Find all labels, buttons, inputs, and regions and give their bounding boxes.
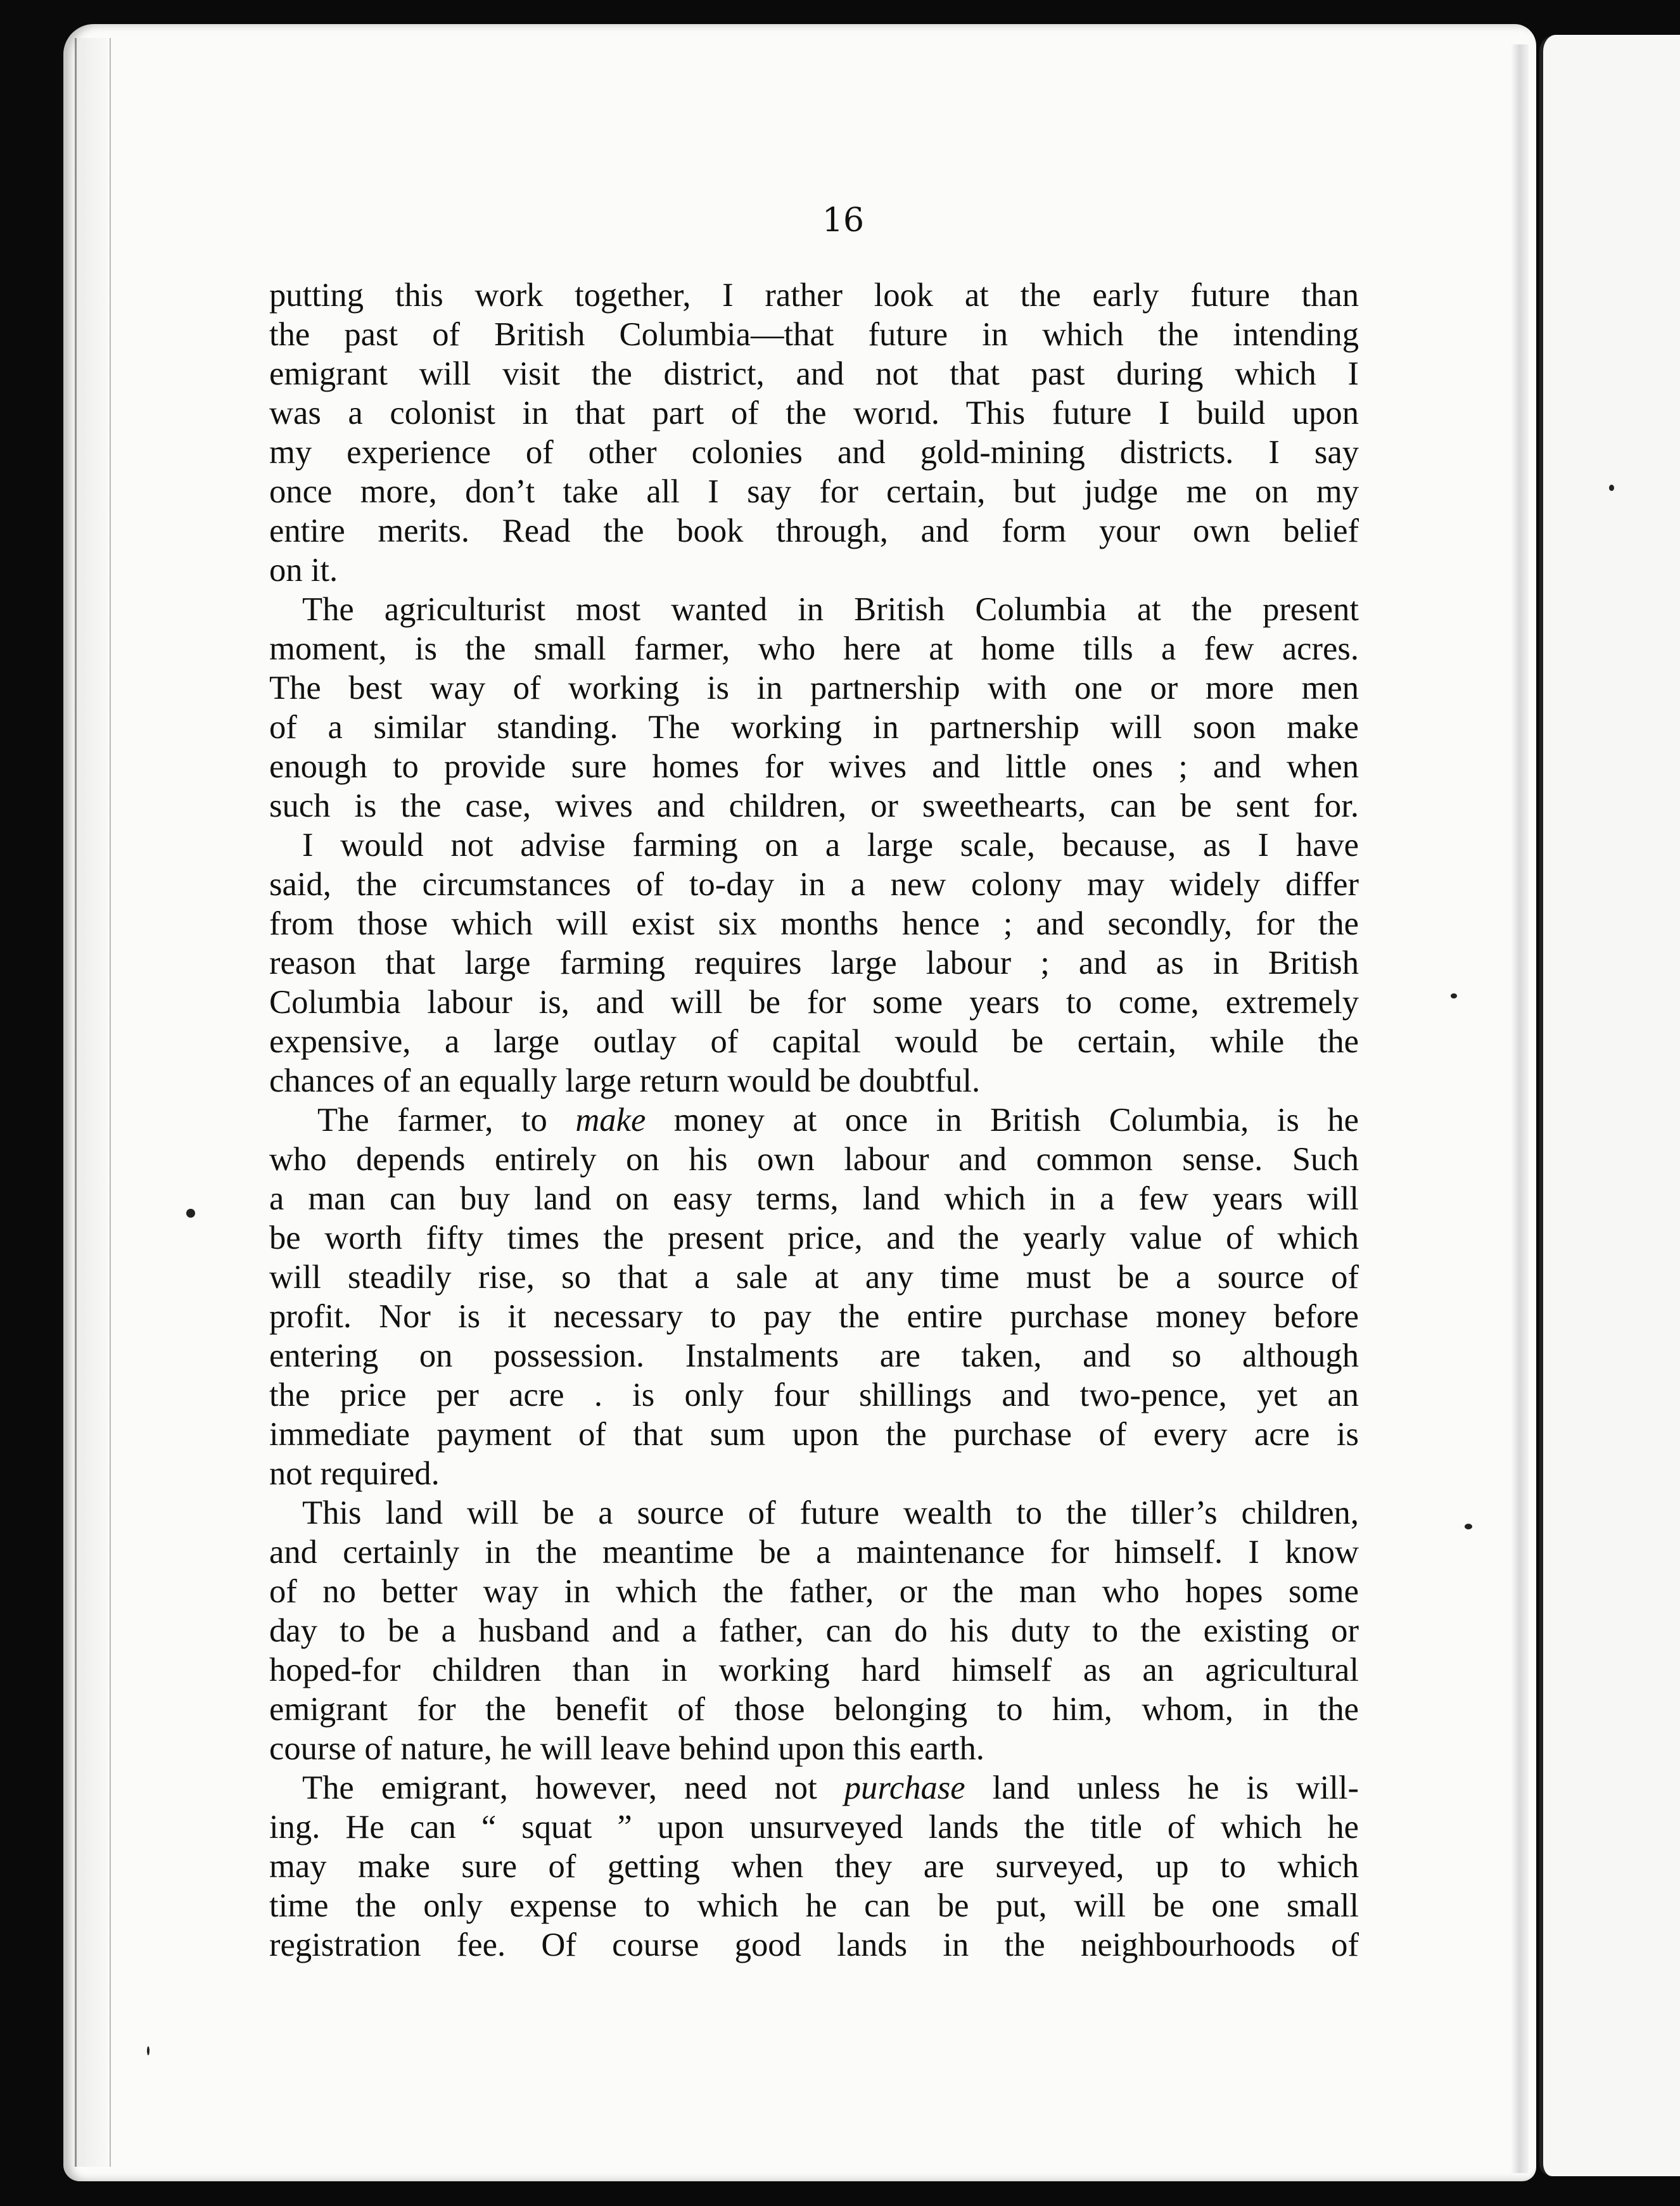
text-line: such is the case, wives and children, or sweethearts, can be sent for. (269, 787, 1359, 824)
text-line: The emigrant, however, need not purchase land unless he is will- (302, 1769, 1359, 1806)
ink-speck (186, 1209, 195, 1218)
text-line: The agriculturist most wanted in British Columbia at the present (302, 591, 1359, 628)
text-line: time the only expense to which he can be put, will be one small (269, 1887, 1359, 1924)
text-line: will steadily rise, so that a sale at any time must be a source of (269, 1259, 1359, 1296)
body-text (269, 276, 1359, 1965)
ink-speck (1609, 485, 1614, 491)
text-line: the past of British Columbia—that future in which the intending (269, 316, 1359, 353)
adjacent-page-edge (1539, 35, 1680, 2176)
text-line: once more, don’t take all I say for certain, but judge me on my (269, 473, 1359, 510)
ink-speck (1465, 1524, 1472, 1529)
text-line: on it. (269, 552, 338, 589)
text-line: course of nature, he will leave behind upon this earth. (269, 1730, 984, 1767)
text-line: and certainly in the meantime be a maintenance for himself. I know (269, 1534, 1359, 1571)
text-line: emigrant for the benefit of those belonging to him, whom, in the (269, 1691, 1359, 1728)
text-line: my experience of other colonies and gold-mining districts. I say (269, 434, 1359, 471)
text-line: expensive, a large outlay of capital would be certain, while the (269, 1023, 1359, 1060)
text-line: putting this work together, I rather look at the early future than (269, 277, 1359, 314)
text-line: enough to provide sure homes for wives and little ones ; and when (269, 748, 1359, 785)
text-line: who depends entirely on his own labour and common sense. Such (269, 1141, 1359, 1178)
text-line: I would not advise farming on a large scale, because, as I have (302, 827, 1359, 864)
text-line: profit. Nor is it necessary to pay the entire purchase money before (269, 1298, 1359, 1335)
text-line: moment, is the small farmer, who here at home tills a few acres. (269, 630, 1359, 667)
text-line: entering on possession. Instalments are taken, and so although (269, 1337, 1359, 1374)
text-line: of no better way in which the father, or the man who hopes some (269, 1573, 1359, 1610)
text-line: day to be a husband and a father, can do his duty to the existing or (269, 1612, 1359, 1649)
page-number: 16 (822, 201, 865, 239)
text-line: Columbia labour is, and will be for some years to come, extremely (269, 984, 1359, 1021)
text-line: immediate payment of that sum upon the purchase of every acre is (269, 1416, 1359, 1453)
text-line: registration fee. Of course good lands in the neighbourhoods of (269, 1927, 1359, 1963)
text-line: The best way of working is in partnership with one or more men (269, 670, 1359, 706)
ink-speck (1451, 993, 1457, 998)
text-line: the price per acre . is only four shillings and two-pence, yet an (269, 1377, 1359, 1413)
text-line: reason that large farming requires large labour ; and as in British (269, 945, 1359, 981)
text-line: be worth fifty times the present price, and the yearly value of which (269, 1220, 1359, 1256)
text-line: This land will be a source of future wealth to the tiller’s children, (302, 1495, 1359, 1531)
page-binding-edge (75, 38, 111, 2167)
text-line: a man can buy land on easy terms, land which in a few years will (269, 1180, 1359, 1217)
ink-speck (147, 2046, 150, 2055)
text-line: from those which will exist six months hence ; and secondly, for the (269, 905, 1359, 942)
text-line: hoped-for children than in working hard himself as an agricultural (269, 1652, 1359, 1688)
text-line: The farmer, to make money at once in British Columbia, is he (317, 1102, 1359, 1138)
text-line: emigrant will visit the district, and not that past during which I (269, 355, 1359, 392)
text-line: entire merits. Read the book through, and form your own belief (269, 513, 1359, 549)
text-line: ing. He can “ squat ” upon unsurveyed lands the title of which he (269, 1809, 1359, 1846)
text-line: was a colonist in that part of the worıd. This future I build upon (269, 395, 1359, 431)
text-line: may make sure of getting when they are surveyed, up to which (269, 1848, 1359, 1885)
text-line: not required. (269, 1455, 440, 1492)
text-line: said, the circumstances of to-day in a new colony may widely differ (269, 866, 1359, 903)
text-line: of a similar standing. The working in partnership will soon make (269, 709, 1359, 746)
page-gutter (1511, 44, 1529, 2173)
text-line: chances of an equally large return would be doubtful. (269, 1062, 981, 1099)
